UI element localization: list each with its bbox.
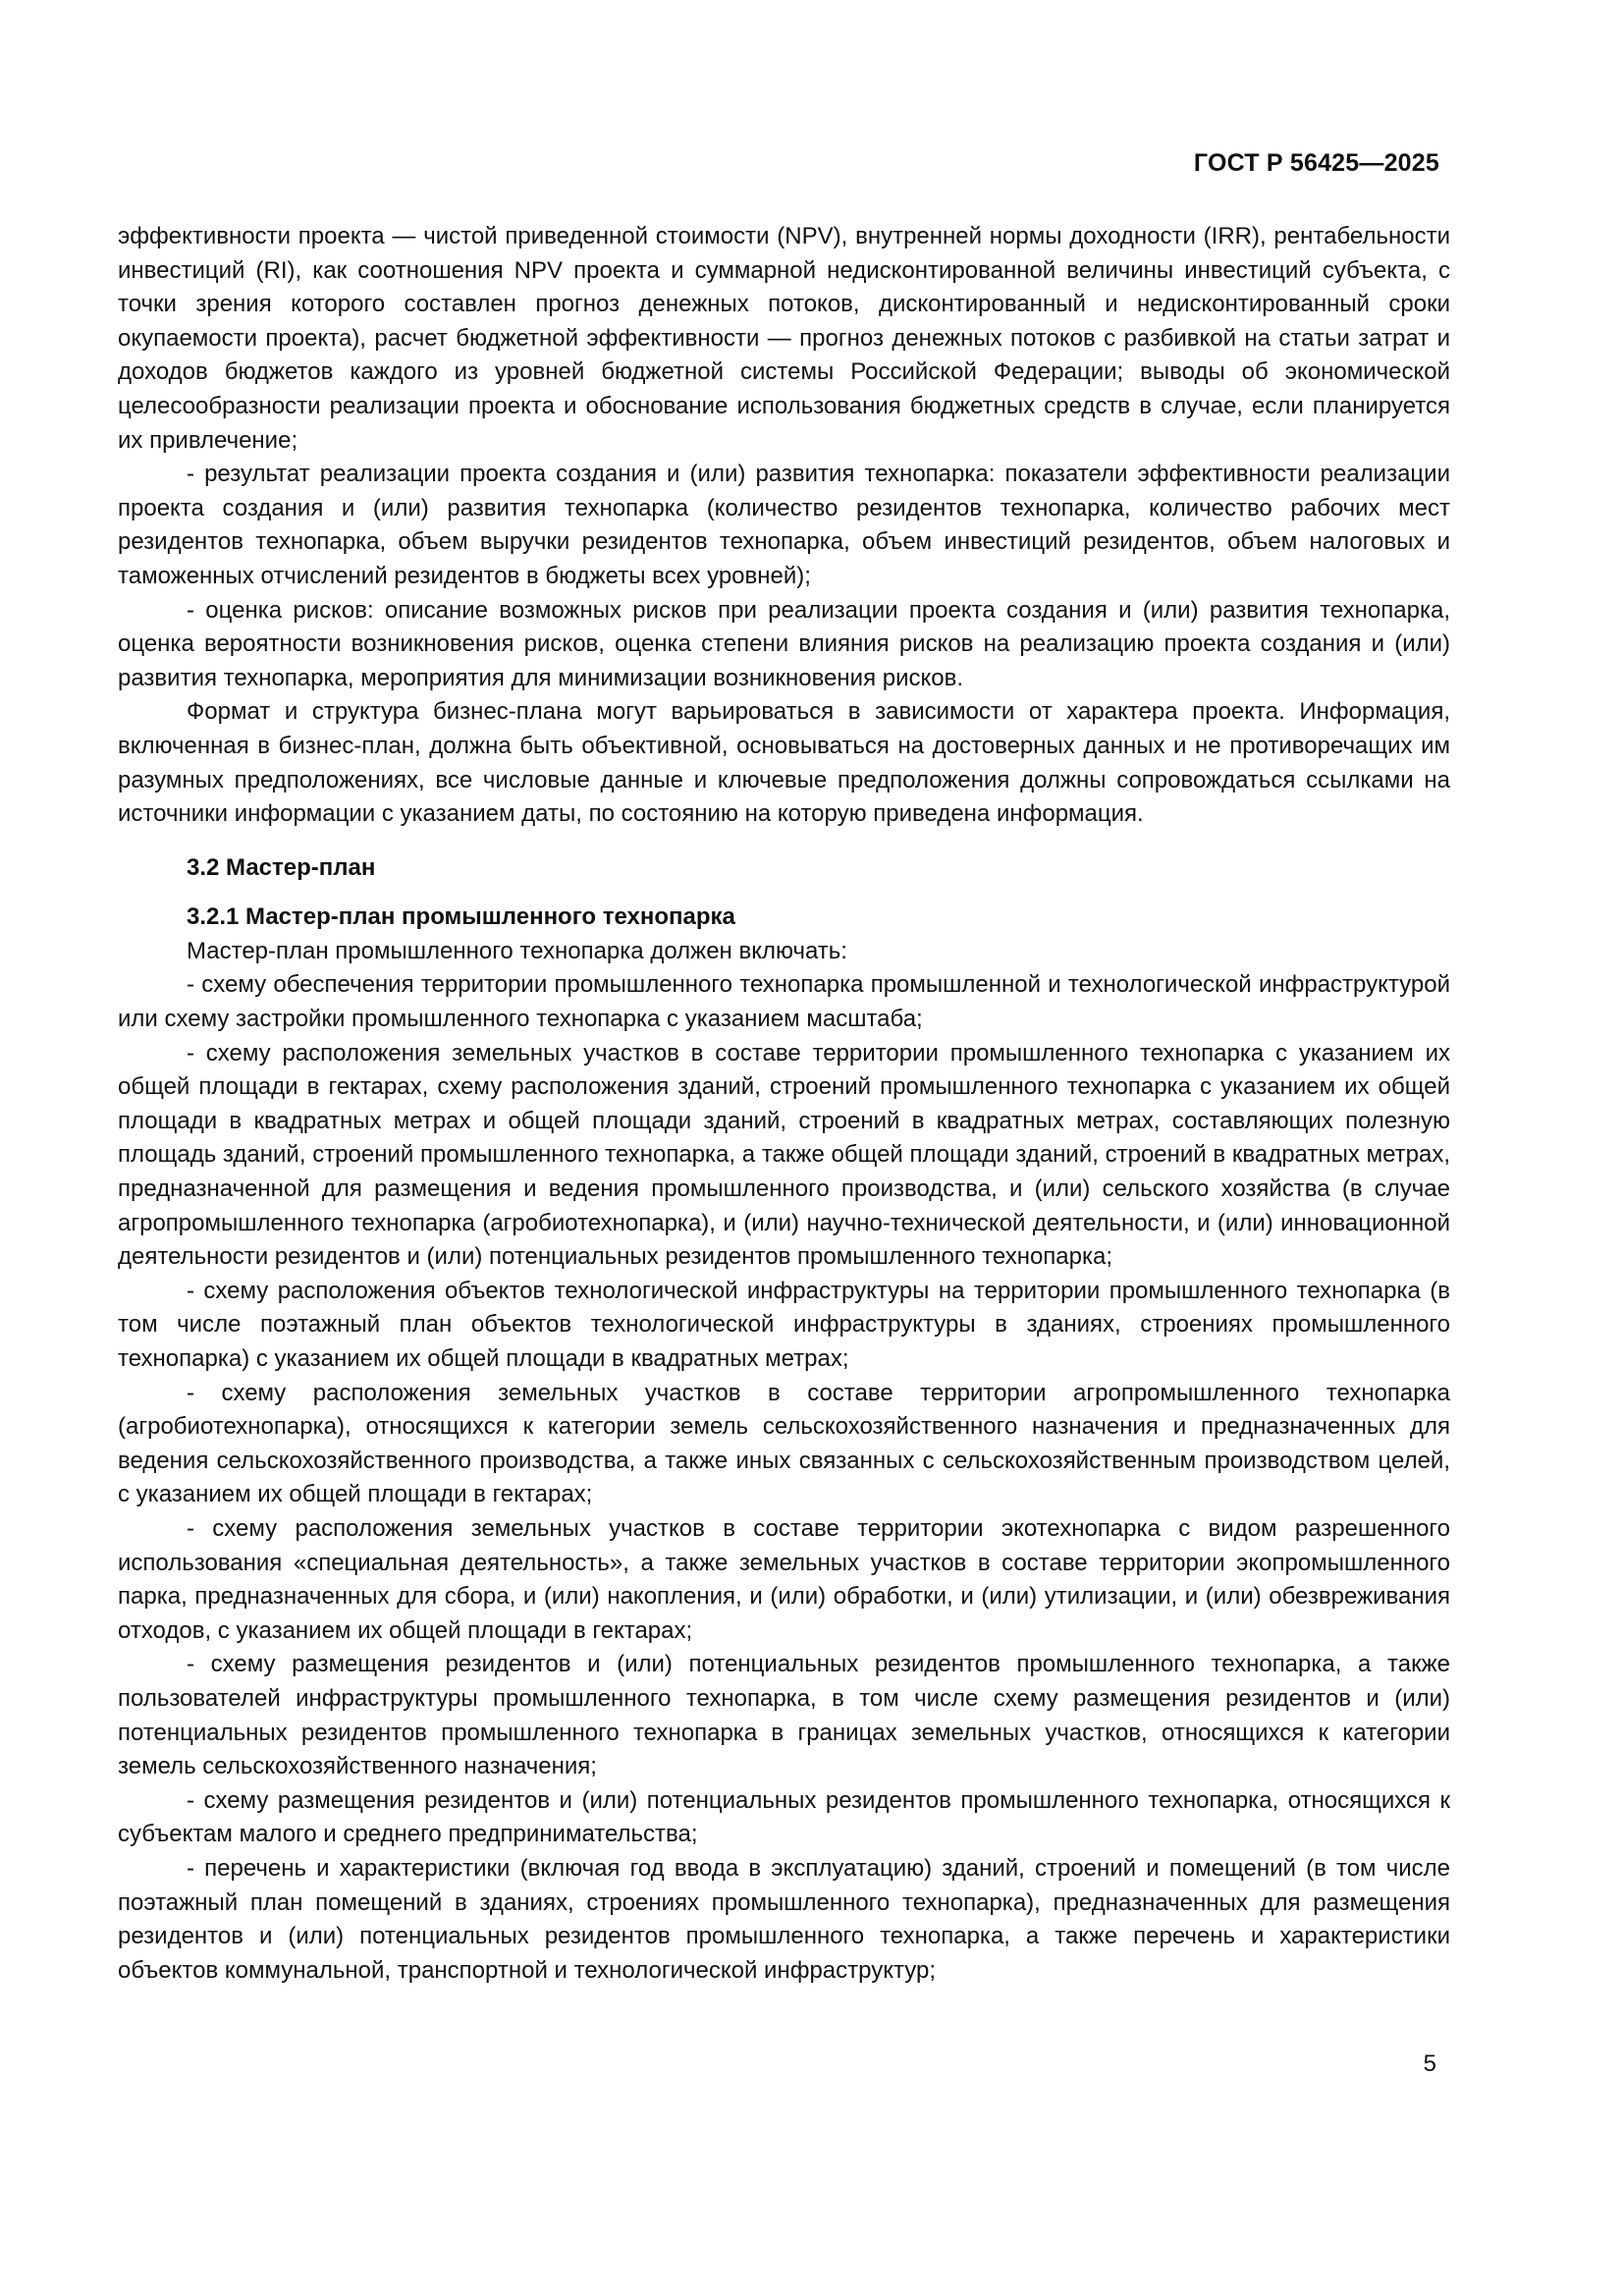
list-item: - схему расположения объектов технологической инфраструктуры на территории промышленного технопарка (в том числе поэтажный план объектов технологической инфраструктуры в зданиях, строениях промышленного технопарка) с указанием их общей площади в квадратных метрах; bbox=[118, 1277, 1450, 1372]
page-number: 5 bbox=[1423, 2050, 1436, 2077]
list-item-project-result: - результат реализации проекта создания и (или) развития технопарка: показатели эффективности реализации проекта создания и (или) развития технопарка (количество резидентов технопарка, количество рабочих мест резидентов технопарка, объем выручки резидентов технопарка, объем инвестиций резидентов, объем налоговых и таможенных отчислений резидентов в бюджеты всех уровней); bbox=[118, 461, 1450, 589]
section-heading-3-2: 3.2 Мастер-план bbox=[187, 853, 376, 881]
standard-id-header: ГОСТ Р 56425—2025 bbox=[1193, 149, 1439, 177]
list-item: - схему расположения земельных участков в составе территории агропромышленного технопарка (агробиотехнопарка), относящихся к категории земель сельскохозяйственного назначения и предназначенных для ведения сельскохозяйственного производства, а также иных связанных с сельскохозяйственным производством целей, с указанием их общей площади в гектарах; bbox=[118, 1379, 1450, 1508]
list-item: - схему расположения земельных участков в составе территории промышленного технопарка с указанием их общей площади в гектарах, схему расположения зданий, строений промышленного технопарка с указанием их общей площади в квадратных метрах и общей площади зданий, строений в квадратных метрах, составляющих полезную площадь зданий, строений промышленного технопарка, а также общей площади зданий, строений в квадратных метрах, предназначенной для размещения и ведения промышленного производства, и (или) сельского хозяйства (в случае агропромышленного технопарка (агробиотехнопарка), и (или) научно-технической деятельности, и (или) инновационной деятельности резидентов и (или) потенциальных резидентов промышленного технопарка; bbox=[118, 1039, 1450, 1271]
section-heading-3-2-1: 3.2.1 Мастер-план промышленного технопарка bbox=[187, 903, 735, 931]
list-item: - схему обеспечения территории промышленного технопарка промышленной и технологической инфраструктурой или схему застройки промышленного технопарка с указанием масштаба; bbox=[118, 971, 1450, 1033]
list-item: - схему размещения резидентов и (или) потенциальных резидентов промышленного технопарка, относящихся к субъектам малого и среднего предпринимательства; bbox=[118, 1786, 1450, 1848]
list-item-risk-assessment: - оценка рисков: описание возможных рисков при реализации проекта создания и (или) развития технопарка, оценка вероятности возникновения рисков, оценка степени влияния рисков на реализацию проекта создания и (или) развития технопарка, мероприятия для минимизации возникновения рисков. bbox=[118, 596, 1450, 691]
paragraph-masterplan-intro: Мастер-план промышленного технопарка должен включать: bbox=[187, 937, 847, 964]
list-item: - схему размещения резидентов и (или) потенциальных резидентов промышленного технопарка, а также пользователей инфраструктуры промышленного технопарка, в том числе схему размещения резидентов и (или) потенциальных резидентов промышленного технопарка в границах земельных участков, относящихся к категории земель сельскохозяйственного назначения; bbox=[118, 1651, 1450, 1780]
list-item: - схему расположения земельных участков в составе территории экотехнопарка с видом разрешенного использования «специальная деятельность», а также земельных участков в составе территории экопромышленного парка, предназначенных для сбора, и (или) накопления, и (или) обработки, и (или) утилизации, и (или) обезвреживания отходов, с указанием их общей площади в гектарах; bbox=[118, 1514, 1450, 1644]
document-body bbox=[118, 220, 1450, 1988]
list-item: - перечень и характеристики (включая год ввода в эксплуатацию) зданий, строений и помещений (в том числе поэтажный план помещений в зданиях, строениях промышленного технопарка), предназначенных для размещения резидентов и (или) потенциальных резидентов промышленного технопарка, а также перечень и характеристики объектов коммунальной, транспортной и технологической инфраструктур; bbox=[118, 1854, 1450, 1984]
paragraph-business-plan-format: Формат и структура бизнес-плана могут варьироваться в зависимости от характера проекта. Информация, включенная в бизнес-план, должна быть объективной, основываться на достоверных данных и не противоречащих им разумных предположениях, все числовые данные и ключевые предположения должны сопровождаться ссылками на источники информации с указанием даты, по состоянию на которую приведена информация. bbox=[118, 698, 1450, 828]
paragraph-efficiency-continued: эффективности проекта — чистой приведенной стоимости (NPV), внутренней нормы доходности (IRR), рентабельности инвестиций (RI), как соотношения NPV проекта и суммарной недисконтированной величины инвестиций субъекта, с точки зрения которого составлен прогноз денежных потоков, дисконтированный и недисконтированный сроки окупаемости проекта), расчет бюджетной эффективности — прогноз денежных потоков с разбивкой на статьи затрат и доходов бюджетов каждого из уровней бюджетной системы Российской Федерации; выводы об экономической целесообразности реализации проекта и обоснование использования бюджетных средств в случае, если планируется их привлечение; bbox=[118, 223, 1450, 454]
